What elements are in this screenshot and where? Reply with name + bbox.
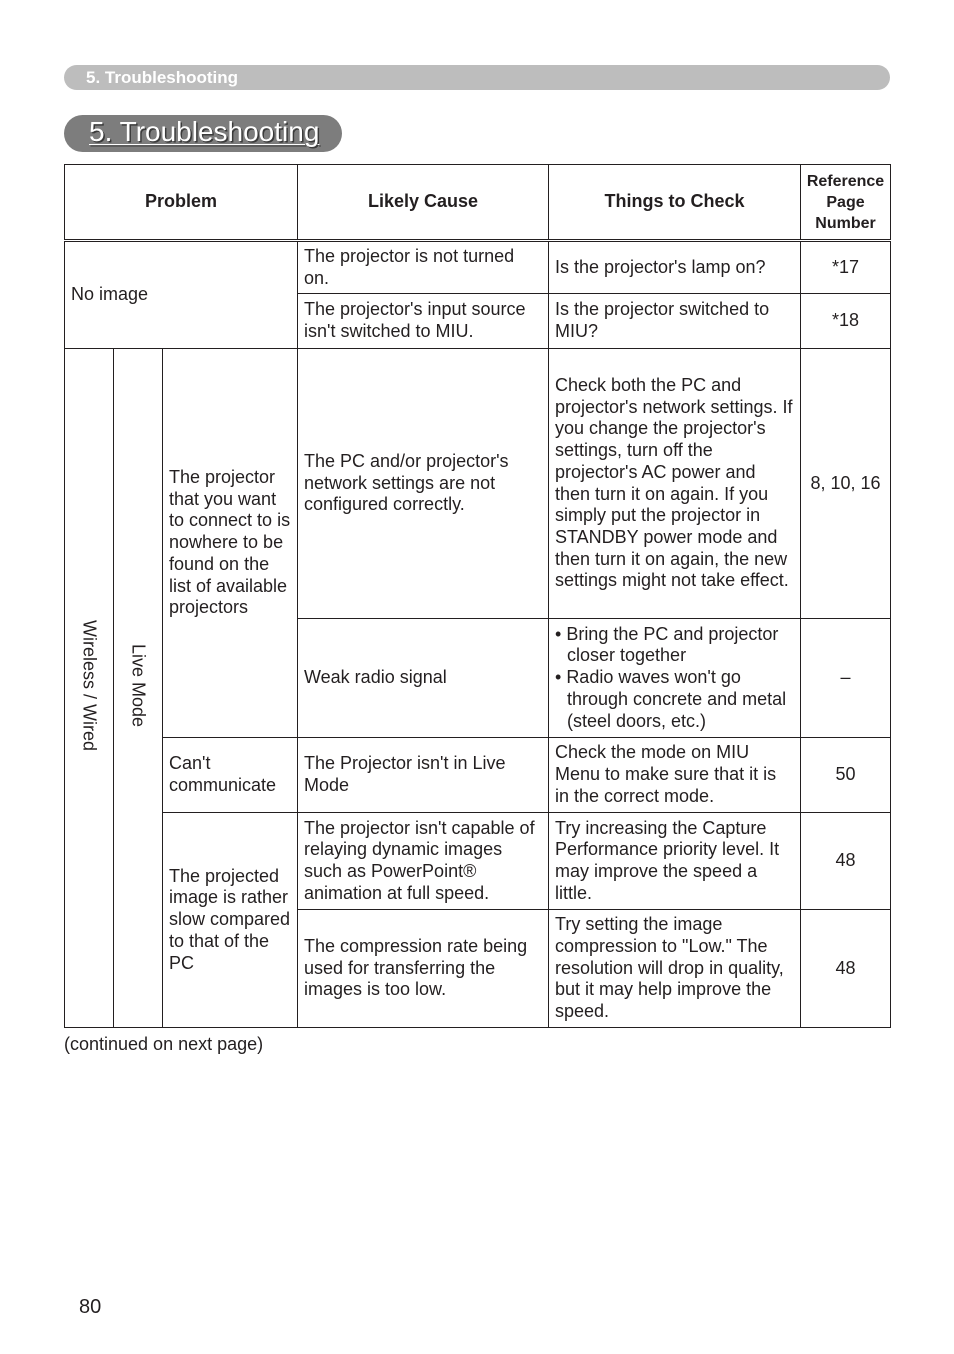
problem-slow-image: The projected image is rather slow compared to that of the PC xyxy=(163,813,298,1028)
ref-cell: *18 xyxy=(801,294,891,349)
header-reference-page: Reference Page Number xyxy=(801,165,891,241)
table-row xyxy=(65,241,891,294)
cause-cell: The PC and/or projector's network settings are not configured correctly. xyxy=(298,349,549,619)
cause-cell: The projector is not turned on. xyxy=(298,241,549,294)
group-label-text: Wireless / Wired xyxy=(79,619,100,751)
list-item: • Bring the PC and projector closer together xyxy=(555,623,779,666)
check-cell: Try increasing the Capture Performance priority level. It may improve the speed a little. xyxy=(549,813,801,910)
check-cell: Is the projector's lamp on? xyxy=(549,241,801,294)
subgroup-label-live-mode xyxy=(114,349,163,1028)
page-number: 80 xyxy=(79,1296,102,1318)
ref-cell: 48 xyxy=(801,813,891,910)
table-row xyxy=(65,738,891,813)
ref-cell: 48 xyxy=(801,910,891,1028)
list-item: • Radio waves won't go through concrete and metal (steel doors, etc.) xyxy=(555,667,787,731)
cause-cell: The Projector isn't in Live Mode xyxy=(298,738,549,813)
section-title: 5. Troubleshooting xyxy=(89,116,320,147)
table-header-row xyxy=(65,165,891,241)
cause-cell: Weak radio signal xyxy=(298,619,549,738)
problem-no-image: No image xyxy=(65,241,298,349)
ref-cell: – xyxy=(801,619,891,738)
bullet-text: Bring the PC and projector closer together xyxy=(566,623,779,666)
ref-cell: 50 xyxy=(801,738,891,813)
cause-cell: The projector isn't capable of relaying dynamic images such as PowerPoint® animation at full speed. xyxy=(298,813,549,910)
section-heading xyxy=(64,115,342,152)
running-header-title: 5. Troubleshooting xyxy=(86,68,239,87)
check-cell: Try setting the image compression to "Low." The resolution will drop in quality, but it may help improve the speed. xyxy=(549,910,801,1028)
continued-note: (continued on next page) xyxy=(64,1034,264,1054)
subgroup-label-text: Live Mode xyxy=(128,643,149,727)
running-header xyxy=(64,65,890,90)
table-row xyxy=(65,813,891,910)
header-things-to-check: Things to Check xyxy=(549,165,801,241)
ref-cell: *17 xyxy=(801,241,891,294)
check-bullet-list xyxy=(555,624,794,733)
check-cell: Check both the PC and projector's network settings. If you change the projector's settings, turn off the projector's AC power and then turn it on again. If you simply put the projector in STANDBY power mode and then turn it on again, the new settings might not take effect. xyxy=(549,349,801,619)
table-row xyxy=(65,349,891,619)
check-cell: Check the mode on MIU Menu to make sure that it is in the correct mode. xyxy=(549,738,801,813)
problem-not-found: The projector that you want to connect to is nowhere to be found on the list of available projectors xyxy=(163,349,298,738)
group-label-wireless-wired xyxy=(65,349,114,1028)
header-likely-cause: Likely Cause xyxy=(298,165,549,241)
header-problem: Problem xyxy=(65,165,298,241)
problem-cant-communicate: Can't communicate xyxy=(163,738,298,813)
cause-cell: The compression rate being used for transferring the images is too low. xyxy=(298,910,549,1028)
bullet-text: Radio waves won't go through concrete and metal (steel doors, etc.) xyxy=(566,667,787,731)
check-cell xyxy=(549,619,801,738)
check-cell: Is the projector switched to MIU? xyxy=(549,294,801,349)
cause-cell: The projector's input source isn't switched to MIU. xyxy=(298,294,549,349)
troubleshooting-table xyxy=(64,164,891,1028)
ref-cell: 8, 10, 16 xyxy=(801,349,891,619)
